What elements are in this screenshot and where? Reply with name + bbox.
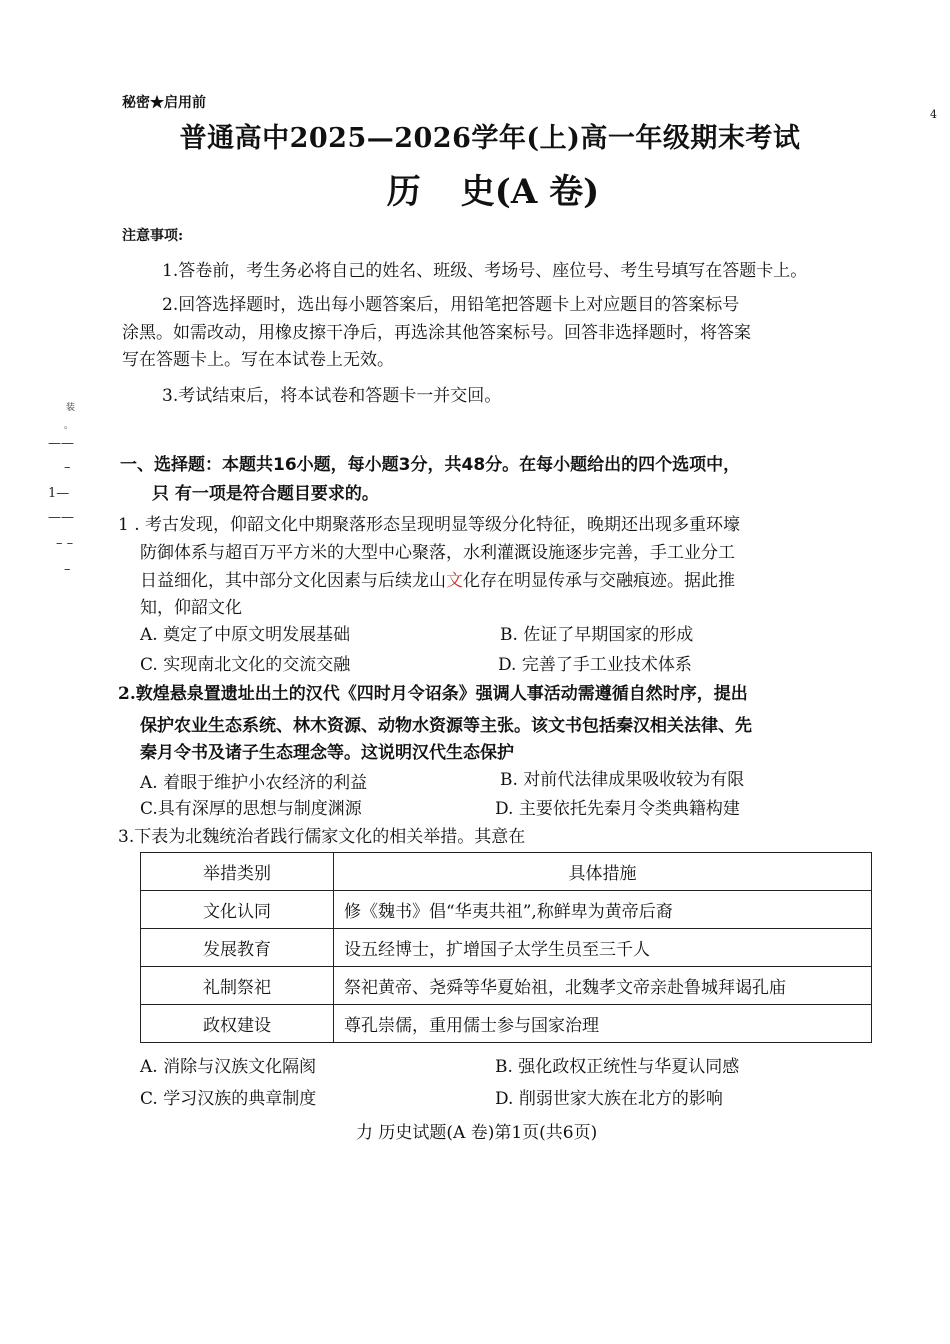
q1-option-b: B. 佐证了早期国家的形成 bbox=[500, 625, 694, 645]
q2-option-b: B. 对前代法律成果吸收较为有限 bbox=[500, 770, 745, 790]
q1-stem-line-1: 1 . 考古发现，仰韶文化中期聚落形态呈现明显等级分化特征，晚期还出现多重环壕 bbox=[118, 515, 741, 535]
table-cell-category: 文化认同 bbox=[141, 891, 334, 929]
table-header-category: 举措类别 bbox=[141, 853, 334, 891]
table-row bbox=[141, 929, 872, 967]
q3-option-a: A. 消除与汉族文化隔阂 bbox=[140, 1057, 317, 1077]
table-cell-measure: 祭祀黄帝、尧舜等华夏始祖，北魏孝文帝亲赴鲁城拜谒孔庙 bbox=[334, 967, 872, 1005]
margin-mark-4: – bbox=[64, 460, 71, 475]
q1-stem-line-4: 知，仰韶文化 bbox=[140, 598, 242, 618]
margin-mark-1: 装 bbox=[66, 403, 76, 413]
notice-item-2-line-3: 写在答题卡上。写在本试卷上无效。 bbox=[122, 350, 394, 370]
q2-stem-line-3: 秦月令书及诸子生态理念等。这说明汉代生态保护 bbox=[140, 743, 514, 763]
q2-stem-line-2: 保护农业生态系统、林木资源、动物水资源等主张。该文书包括秦汉相关法律、先 bbox=[140, 716, 752, 736]
table-cell-category: 发展教育 bbox=[141, 929, 334, 967]
table-header-row bbox=[141, 853, 872, 891]
q3-option-c: C. 学习汉族的典章制度 bbox=[140, 1089, 317, 1109]
table-row bbox=[141, 967, 872, 1005]
margin-mark-6: —— bbox=[48, 510, 74, 525]
q1-stem-highlight: 文 bbox=[446, 571, 463, 591]
q3-option-b: B. 强化政权正统性与华夏认同感 bbox=[495, 1057, 740, 1077]
margin-mark-3: —— bbox=[48, 436, 74, 451]
table-row bbox=[141, 1005, 872, 1043]
table-header-measures: 具体措施 bbox=[334, 853, 872, 891]
q1-stem-line-3-a: 日益细化，其中部分文化因素与后续龙山 bbox=[140, 571, 446, 591]
table-cell-category: 政权建设 bbox=[141, 1005, 334, 1043]
margin-mark-5: 1— bbox=[48, 486, 70, 501]
confidential-label: 秘密★启用前 bbox=[122, 95, 206, 111]
notice-item-3: 3.考试结束后，将本试卷和答题卡一并交回。 bbox=[162, 386, 502, 406]
q1-stem-line-3 bbox=[140, 566, 735, 591]
table-cell-measure: 设五经博士，扩增国子太学生员至三千人 bbox=[334, 929, 872, 967]
q1-stem-line-3-b: 化存在明显传承与交融痕迹。据此推 bbox=[463, 571, 735, 591]
q3-stem: 3.下表为北魏统治者践行儒家文化的相关举措。其意在 bbox=[118, 827, 526, 847]
corner-mark: 4 bbox=[930, 108, 937, 121]
section-heading-line-2: 只 有一项是符合题目要求的。 bbox=[152, 484, 379, 504]
q2-option-d: D. 主要依托先秦月令类典籍构建 bbox=[495, 799, 740, 819]
q3-option-d: D. 削弱世家大族在北方的影响 bbox=[495, 1089, 723, 1109]
notice-item-2-line-1: 2.回答选择题时，选出每小题答案后，用铅笔把答题卡上对应题目的答案标号 bbox=[162, 295, 740, 315]
table-row bbox=[141, 891, 872, 929]
subject-part2: 史(A 卷) bbox=[460, 172, 600, 212]
q1-stem-line-2: 防御体系与超百万平方米的大型中心聚落，水利灌溉设施逐步完善，手工业分工 bbox=[140, 543, 735, 563]
q2-stem-line-1: 2.敦煌悬泉置遗址出土的汉代《四时月令诏条》强调人事活动需遵循自然时序，提出 bbox=[118, 684, 748, 704]
margin-mark-7: – – bbox=[56, 536, 74, 551]
margin-mark-2: 。 bbox=[64, 421, 74, 431]
notice-item-2-line-2: 涂黑。如需改动，用橡皮擦干净后，再选涂其他答案标号。回答非选择题时，将答案 bbox=[122, 323, 751, 343]
q1-option-c: C. 实现南北文化的交流交融 bbox=[140, 655, 351, 675]
q2-option-c: C.具有深厚的思想与制度渊源 bbox=[140, 799, 362, 819]
q2-option-a: A. 着眼于维护小农经济的利益 bbox=[140, 773, 368, 793]
q1-option-a: A. 奠定了中原文明发展基础 bbox=[140, 625, 351, 645]
measures-table bbox=[140, 852, 872, 1043]
exam-title: 普通高中2025—2026学年(上)高一年级期末考试 bbox=[179, 123, 801, 154]
table-cell-measure: 修《魏书》倡“华夷共祖”,称鲜卑为黄帝后裔 bbox=[334, 891, 872, 929]
section-heading-line-1: 一、选择题：本题共16小题，每小题3分，共48分。在每小题给出的四个选项中， bbox=[120, 455, 741, 475]
page-footer: 力 历史试题(A 卷)第1页(共6页) bbox=[356, 1123, 598, 1143]
table-cell-category: 礼制祭祀 bbox=[141, 967, 334, 1005]
q1-option-d: D. 完善了手工业技术体系 bbox=[498, 655, 692, 675]
subject-part1: 历 bbox=[386, 172, 421, 212]
subject-title bbox=[0, 164, 950, 213]
notice-item-1: 1.答卷前，考生务必将自己的姓名、班级、考场号、座位号、考生号填写在答题卡上。 bbox=[162, 261, 808, 281]
margin-mark-8: – bbox=[64, 562, 71, 577]
table-cell-measure: 尊孔崇儒，重用儒士参与国家治理 bbox=[334, 1005, 872, 1043]
notice-heading: 注意事项: bbox=[122, 228, 184, 244]
